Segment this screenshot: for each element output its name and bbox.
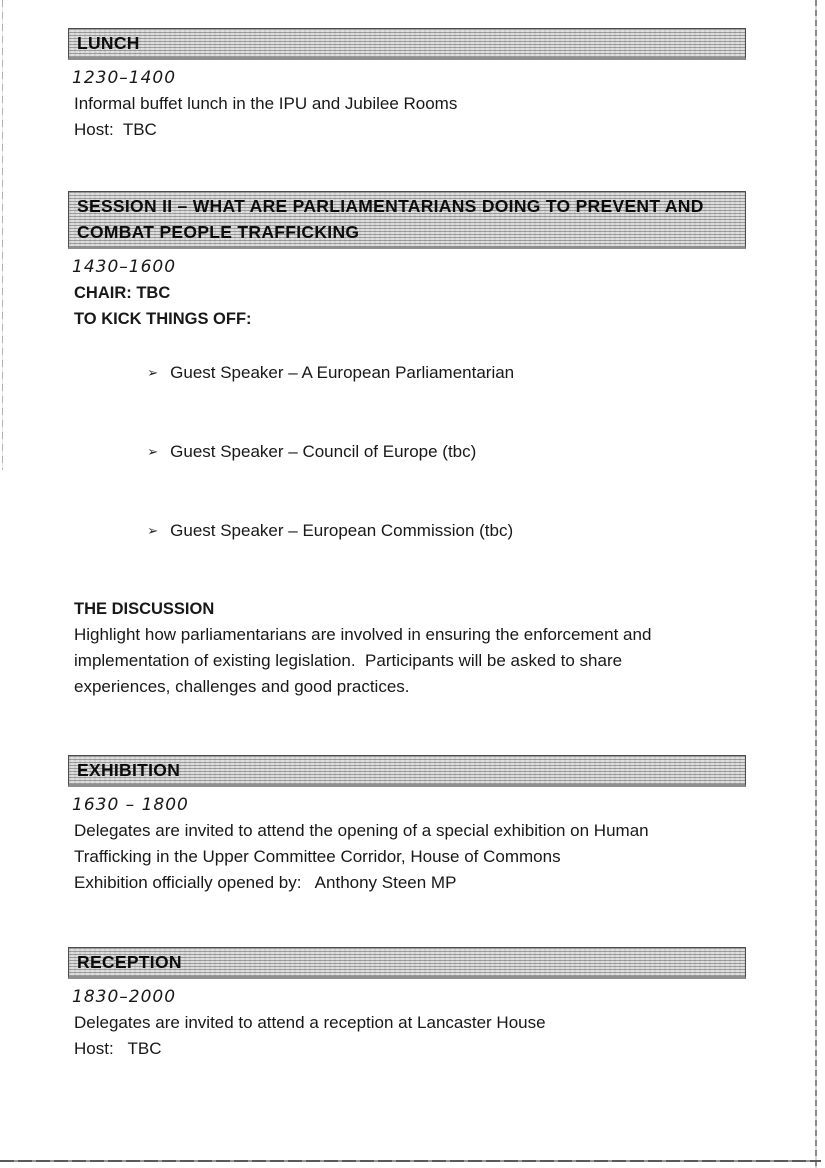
section-title: LUNCH: [77, 33, 140, 53]
section-header-reception: [68, 947, 746, 979]
arrow-bullet-icon: ➢: [147, 444, 159, 459]
bullet-text: Guest Speaker – Council of Europe (tbc): [170, 442, 477, 461]
section-title: EXHIBITION: [77, 760, 181, 780]
kickoff-heading: TO KICK THINGS OFF:: [74, 310, 252, 328]
page-content: [68, 28, 746, 1062]
page-edge-right-line: [815, 0, 817, 1168]
arrow-bullet-icon: ➢: [147, 523, 159, 538]
section-header-exhibition: [68, 755, 746, 787]
event-time: 1430–1600: [72, 257, 177, 277]
host-line: Host: TBC: [74, 120, 157, 139]
discussion-line: Highlight how parliamentarians are involved in ensuring the enforcement and: [74, 625, 652, 644]
section-session-ii: [68, 191, 746, 700]
bullet-text: Guest Speaker – A European Parliamentarian: [170, 363, 515, 382]
discussion-line: implementation of existing legislation. Participants will be asked to share: [74, 651, 623, 670]
section-title: SESSION II – WHAT ARE PARLIAMENTARIANS DOING TO PREVENT AND: [77, 196, 704, 216]
arrow-bullet-icon: ➢: [147, 365, 159, 380]
body-line: Trafficking in the Upper Committee Corridor, House of Commons: [74, 847, 561, 866]
opened-by-line: Exhibition officially opened by: Anthony Steen MP: [74, 873, 457, 892]
section-exhibition: [68, 755, 746, 896]
section-lunch: [68, 28, 746, 143]
event-time: 1630 – 1800: [72, 795, 189, 815]
body-line: Delegates are invited to attend a reception at Lancaster House: [74, 1013, 546, 1032]
speaker-bullet-list: [68, 334, 746, 571]
body-line: Informal buffet lunch in the IPU and Jubilee Rooms: [74, 94, 458, 113]
discussion-heading: THE DISCUSSION: [74, 600, 215, 618]
bullet-item: [68, 413, 746, 492]
host-line: Host: TBC: [74, 1039, 162, 1058]
discussion-line: experiences, challenges and good practices.: [74, 677, 410, 696]
bullet-item: [68, 334, 746, 413]
event-time: 1830–2000: [72, 987, 177, 1007]
bullet-text: Guest Speaker – European Commission (tbc): [170, 521, 514, 540]
chair-line: CHAIR: TBC: [74, 284, 171, 302]
discussion-paragraph: [68, 622, 746, 700]
section-header-session-ii: [68, 191, 746, 249]
event-time: 1230–1400: [72, 68, 177, 88]
bullet-item: [68, 492, 746, 571]
section-title: COMBAT PEOPLE TRAFFICKING: [77, 222, 360, 242]
page-edge-left-line: [2, 0, 3, 470]
page-bottom-rule: [0, 1160, 821, 1162]
section-header-lunch: [68, 28, 746, 60]
section-reception: [68, 947, 746, 1062]
body-line: Delegates are invited to attend the opening of a special exhibition on Human: [74, 821, 649, 840]
section-title: RECEPTION: [77, 952, 182, 972]
